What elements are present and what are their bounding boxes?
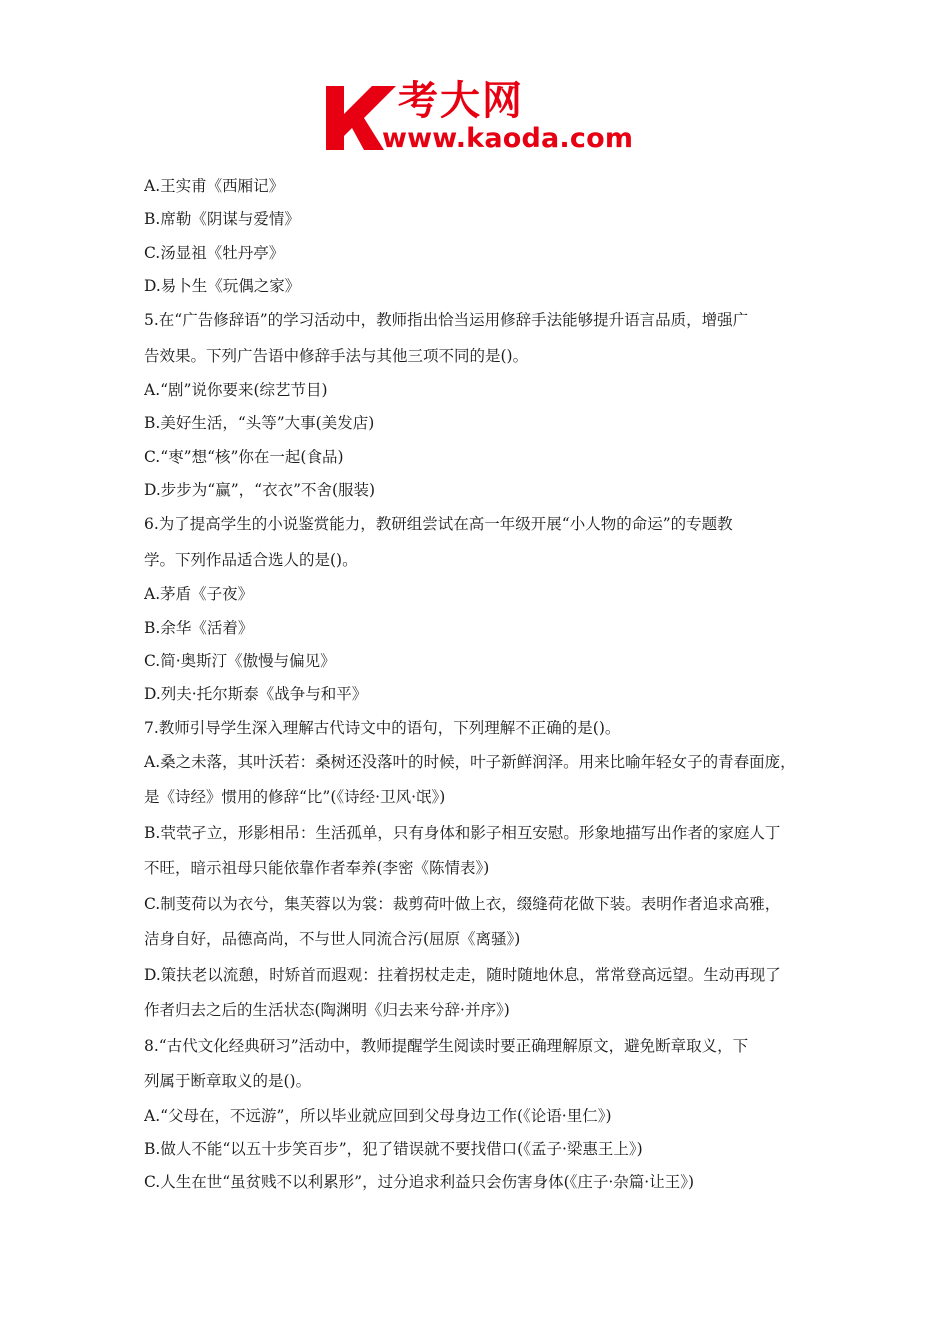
q7-option-a-line2: 是《诗经》惯用的修辞“比”(《诗经·卫风·氓》) xyxy=(144,788,446,807)
q6-option-a: A.茅盾《子夜》 xyxy=(144,585,254,604)
q5-stem-line1: 5.在“广告修辞语”的学习活动中，教师指出恰当运用修辞手法能够提升语言品质，增强广 xyxy=(144,311,749,330)
q7-option-c-line2: 洁身自好，品德高尚，不与世人同流合污(屈原《离骚》) xyxy=(144,930,521,949)
q7-option-a-line1: A.桑之未落，其叶沃若：桑树还没落叶的时候，叶子新鲜润泽。用来比喻年轻女子的青春面庞， xyxy=(144,752,796,771)
q5-stem-line2: 告效果。下列广告语中修辞手法与其他三项不同的是()。 xyxy=(144,346,529,365)
q5-stem xyxy=(144,303,816,374)
q6-stem-line1: 6.为了提高学生的小说鉴赏能力，教研组尝试在高一年级开展“小人物的命运”的专题教 xyxy=(144,515,733,534)
q7-option-a xyxy=(144,745,816,816)
q4-option-b: B.席勒《阴谋与爱情》 xyxy=(144,210,300,229)
q8-option-c: C.人生在世“虽贫贱不以利累形”，过分追求利益只会伤害身体(《庄子·杂篇·让王》) xyxy=(144,1173,695,1192)
q7-option-c-line1: C.制芰荷以为衣兮，集芙蓉以为裳：裁剪荷叶做上衣，缀缝荷花做下装。表明作者追求高雅， xyxy=(144,894,781,913)
q4-option-c: C.汤显祖《牡丹亭》 xyxy=(144,243,285,262)
logo-brand-url: www.kaoda.com xyxy=(382,123,634,154)
q6-option-c: C.简·奥斯汀《傲慢与偏见》 xyxy=(144,651,336,670)
q8-stem-line1: 8.“古代文化经典研习”活动中，教师提醒学生阅读时要正确理解原文，避免断章取义，下 xyxy=(144,1036,749,1055)
logo-brand-name: 考大网 xyxy=(398,78,524,124)
q7-option-b-line2: 不旺，暗示祖母只能依靠作者奉养(李密《陈情表》) xyxy=(144,859,490,878)
site-logo xyxy=(320,78,640,160)
q6-option-b: B.余华《活着》 xyxy=(144,618,254,637)
q6-stem-line2: 学。下列作品适合选人的是()。 xyxy=(144,550,358,569)
q5-option-d: D.步步为“赢”，“衣衣”不舍(服装) xyxy=(144,481,376,500)
q7-option-b xyxy=(144,816,816,887)
document-body xyxy=(144,170,816,1200)
q5-option-c: C.“枣”想“核”你在一起(食品) xyxy=(144,447,344,466)
q8-option-a: A.“父母在，不远游”，所以毕业就应回到父母身边工作(《论语·里仁》) xyxy=(144,1106,612,1125)
q7-stem: 7.教师引导学生深入理解古代诗文中的语句，下列理解不正确的是()。 xyxy=(144,718,621,737)
q4-option-d: D.易卜生《玩偶之家》 xyxy=(144,276,301,295)
q6-option-d: D.列夫·托尔斯泰《战争与和平》 xyxy=(144,685,368,704)
q7-option-b-line1: B.茕茕孑立，形影相吊：生活孤单，只有身体和影子相互安慰。形象地描写出作者的家庭人丁 xyxy=(144,823,781,842)
q5-option-b: B.美好生活，“头等”大事(美发店) xyxy=(144,414,375,433)
q7-option-c xyxy=(144,887,816,958)
q4-option-a: A.王实甫《西厢记》 xyxy=(144,177,285,195)
q8-option-b: B.做人不能“以五十步笑百步”，犯了错误就不要找借口(《孟子·梁惠王上》) xyxy=(144,1140,643,1159)
q5-option-a: A.“剧”说你要来(综艺节目) xyxy=(144,381,328,400)
q8-stem xyxy=(144,1029,816,1100)
q8-stem-line2: 列属于断章取义的是()。 xyxy=(144,1072,312,1091)
q7-option-d xyxy=(144,958,816,1029)
q7-option-d-line2: 作者归去之后的生活状态(陶渊明《归去来兮辞·并序》) xyxy=(144,1001,510,1020)
q7-option-d-line1: D.策扶老以流憩，时矫首而遐观：拄着拐杖走走，随时随地休息，常常登高远望。生动再现了 xyxy=(144,965,781,984)
q6-stem xyxy=(144,507,816,578)
